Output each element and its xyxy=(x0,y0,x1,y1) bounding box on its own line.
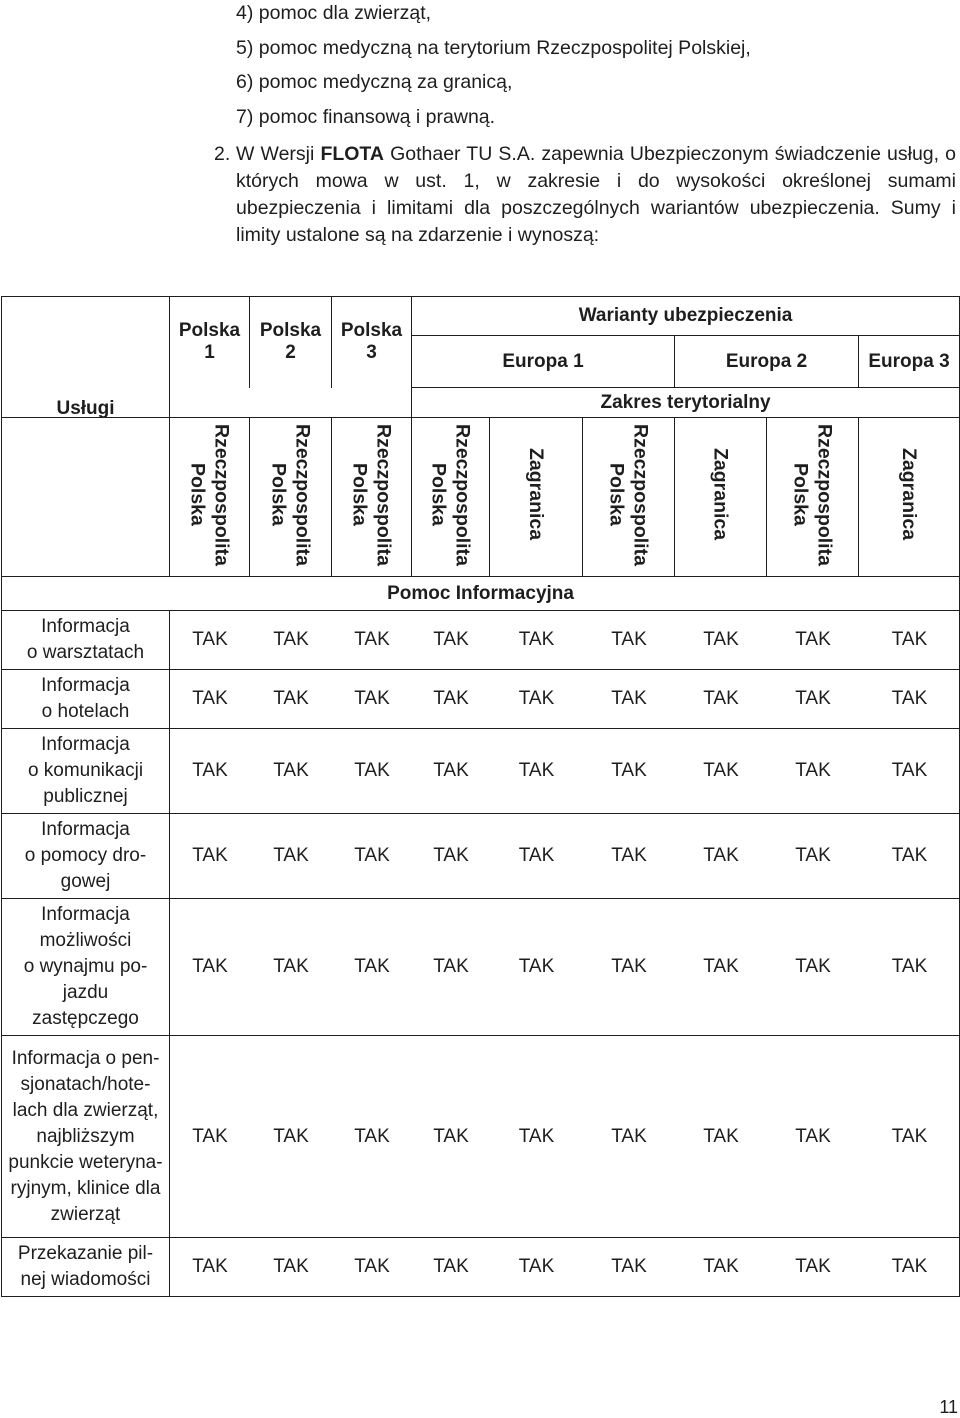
coverage-value: TAK xyxy=(611,760,647,781)
coverage-value: TAK xyxy=(703,1125,739,1147)
coverage-value: TAK xyxy=(891,760,928,781)
coverage-value: TAK xyxy=(611,845,647,866)
table-row xyxy=(2,814,960,899)
coverage-value: TAK xyxy=(192,1256,228,1277)
service-line: Informacja xyxy=(41,819,130,840)
coverage-value: TAK xyxy=(891,956,928,977)
territory-label: Zagranica xyxy=(525,448,547,541)
coverage-value: TAK xyxy=(273,1125,309,1147)
service-line: lach dla zwierząt, xyxy=(12,1099,159,1121)
paragraph-text-b: Gothaer TU S.A. zapewnia Ubezpieczonym świadczenie usług, o których mowa w ust. 1, w zakresie i do wysokości określonej sumami ubezpieczenia i limitami dla poszczególnych wariantów ubezpieczenia. Sumy i limity ustalone są na zdarzenie i wynoszą: xyxy=(236,143,957,246)
coverage-value: TAK xyxy=(273,760,309,781)
service-line: ryjnym, klinice dla xyxy=(10,1177,161,1199)
paragraph-bold: FLOTA xyxy=(320,143,384,165)
europa-2-header: Europa 2 xyxy=(675,336,859,388)
section-pomoc-informacyjna: Pomoc Informacyjna xyxy=(2,577,960,611)
coverage-value: TAK xyxy=(354,629,390,650)
territory-label: Zagranica xyxy=(898,448,921,541)
service-line: o warsztatach xyxy=(26,642,145,663)
territory-label: Polska xyxy=(789,463,812,526)
coverage-value: TAK xyxy=(703,956,739,977)
coverage-value: TAK xyxy=(795,688,831,709)
territory-header xyxy=(170,418,250,577)
coverage-value: TAK xyxy=(433,760,469,781)
paragraph-2 xyxy=(214,141,957,249)
page-number: 11 xyxy=(939,1397,958,1417)
service-line: Przekazanie pil- xyxy=(17,1243,154,1264)
service-line: punkcie weteryna- xyxy=(8,1151,163,1173)
coverage-value: TAK xyxy=(354,1125,390,1147)
service-name xyxy=(2,1036,170,1238)
coverage-value: TAK xyxy=(795,760,831,781)
values-cell xyxy=(170,1238,960,1297)
coverage-value: TAK xyxy=(795,1256,831,1277)
coverage-value: TAK xyxy=(354,845,390,866)
coverage-value: TAK xyxy=(433,1256,469,1277)
service-line: nej wiadomości xyxy=(20,1269,151,1290)
coverage-value: TAK xyxy=(433,956,469,977)
coverage-value: TAK xyxy=(611,956,647,977)
uslugi-label: Usługi xyxy=(56,398,115,419)
coverage-value: TAK xyxy=(192,1125,228,1147)
service-line: jazdu xyxy=(62,982,109,1003)
service-line: zwierząt xyxy=(50,1203,121,1225)
territory-header xyxy=(332,418,412,577)
coverage-value: TAK xyxy=(192,845,228,866)
coverage-value: TAK xyxy=(611,688,647,709)
paragraph-number: 2. xyxy=(214,143,231,165)
coverage-value: TAK xyxy=(703,760,739,781)
list-item-7: 7) pomoc finansową i prawną. xyxy=(236,106,496,128)
coverage-value: TAK xyxy=(192,629,228,650)
territory-header xyxy=(412,418,490,577)
coverage-value: TAK xyxy=(273,629,309,650)
coverage-value: TAK xyxy=(891,688,928,709)
values-cell xyxy=(170,729,960,814)
coverage-value: TAK xyxy=(518,1256,555,1277)
territory-label: Rzeczpospolita xyxy=(210,423,233,566)
coverage-value: TAK xyxy=(611,629,647,650)
territory-header xyxy=(583,418,675,577)
list-item-6: 6) pomoc medyczną za granicą, xyxy=(236,71,513,93)
territory-label: Rzeczpospolita xyxy=(629,423,652,566)
values-cell xyxy=(170,611,960,670)
table-row xyxy=(2,729,960,814)
service-line: Informacja xyxy=(41,675,130,696)
territory-header xyxy=(675,418,767,577)
service-line: najbliższym xyxy=(36,1125,135,1147)
coverage-value: TAK xyxy=(354,1256,390,1277)
coverage-value: TAK xyxy=(192,956,228,977)
service-line: gowej xyxy=(60,871,111,892)
europa-1-header: Europa 1 xyxy=(412,336,675,388)
coverage-value: TAK xyxy=(518,760,555,781)
variant-header-1: Polska 1 xyxy=(170,297,250,388)
coverage-value: TAK xyxy=(795,1125,831,1147)
coverage-value: TAK xyxy=(354,688,390,709)
uslugi-cell xyxy=(2,398,170,577)
territory-label: Polska xyxy=(605,463,628,526)
service-name xyxy=(2,611,170,670)
coverage-value: TAK xyxy=(891,1125,928,1147)
paragraph-text-a: W Wersji xyxy=(236,143,321,165)
values-cell xyxy=(170,1036,960,1238)
coverage-value: TAK xyxy=(891,629,928,650)
territory-label: Rzeczpospolita xyxy=(451,423,474,566)
service-name xyxy=(2,1238,170,1297)
coverage-value: TAK xyxy=(703,845,739,866)
coverage-value: TAK xyxy=(891,1256,928,1277)
coverage-value: TAK xyxy=(795,629,831,650)
territory-label: Polska xyxy=(427,463,450,526)
territory-label: Rzeczpospolita xyxy=(813,423,836,566)
territory-label: Zagranica xyxy=(709,448,732,541)
coverage-value: TAK xyxy=(518,629,555,650)
service-line: o hotelach xyxy=(41,701,130,722)
service-name xyxy=(2,729,170,814)
coverage-value: TAK xyxy=(703,629,739,650)
variants-spacer xyxy=(170,388,412,418)
coverage-value: TAK xyxy=(354,760,390,781)
coverage-value: TAK xyxy=(192,688,228,709)
service-name xyxy=(2,670,170,729)
territory-header xyxy=(859,418,960,577)
coverage-value: TAK xyxy=(703,688,739,709)
territory-label: Rzeczpospolita xyxy=(372,423,395,566)
service-line: możliwości xyxy=(39,930,132,951)
variant-header-2: Polska 2 xyxy=(250,297,332,388)
service-line: sjonatach/hote- xyxy=(20,1073,151,1095)
table-row xyxy=(2,611,960,670)
coverage-value: TAK xyxy=(433,629,469,650)
territory-label: Polska xyxy=(186,463,209,526)
values-cell xyxy=(170,899,960,1036)
coverage-value: TAK xyxy=(273,1256,309,1277)
coverage-value: TAK xyxy=(433,1125,469,1147)
service-line: o komunikacji xyxy=(27,760,144,781)
warianty-header: Warianty ubezpieczenia xyxy=(412,297,960,336)
values-cell xyxy=(170,814,960,899)
coverage-table xyxy=(1,296,960,1297)
zakres-header: Zakres terytorialny xyxy=(412,388,960,418)
territory-label: Rzeczpospolita xyxy=(291,423,314,566)
variant-header-3: Polska 3 xyxy=(332,297,412,388)
values-cell xyxy=(170,670,960,729)
service-name xyxy=(2,814,170,899)
coverage-value: TAK xyxy=(795,956,831,977)
service-line: publicznej xyxy=(43,786,128,807)
coverage-value: TAK xyxy=(703,1256,739,1277)
territory-header xyxy=(250,418,332,577)
service-line: Informacja xyxy=(41,616,130,637)
coverage-value: TAK xyxy=(273,845,309,866)
coverage-value: TAK xyxy=(795,845,831,866)
territory-header xyxy=(490,418,583,577)
coverage-value: TAK xyxy=(611,1125,647,1147)
coverage-value: TAK xyxy=(518,845,555,866)
list-item-5: 5) pomoc medyczną na terytorium Rzeczpospolitej Polskiej, xyxy=(236,37,751,59)
service-line: o pomocy dro- xyxy=(24,845,147,866)
service-line: Informacja xyxy=(41,904,130,925)
territory-header xyxy=(767,418,859,577)
table-row xyxy=(2,670,960,729)
territory-label: Polska xyxy=(267,463,290,526)
table-row xyxy=(2,1238,960,1297)
coverage-value: TAK xyxy=(891,845,928,866)
coverage-value: TAK xyxy=(273,956,309,977)
territory-label: Polska xyxy=(348,463,371,526)
coverage-value: TAK xyxy=(433,688,469,709)
coverage-value: TAK xyxy=(518,688,555,709)
coverage-value: TAK xyxy=(611,1256,647,1277)
service-line: Informacja o pen- xyxy=(11,1047,160,1069)
coverage-value: TAK xyxy=(518,1125,555,1147)
europa-3-header: Europa 3 xyxy=(859,336,960,388)
coverage-value: TAK xyxy=(273,688,309,709)
service-line: o wynajmu po- xyxy=(23,956,148,977)
list-item-4: 4) pomoc dla zwierząt, xyxy=(236,2,432,24)
table-row xyxy=(2,1036,960,1238)
coverage-value: TAK xyxy=(518,956,555,977)
service-name xyxy=(2,899,170,1036)
table-row xyxy=(2,899,960,1036)
service-line: zastępczego xyxy=(32,1008,139,1029)
coverage-value: TAK xyxy=(192,760,228,781)
coverage-value: TAK xyxy=(354,956,390,977)
service-line: Informacja xyxy=(41,734,130,755)
coverage-value: TAK xyxy=(433,845,469,866)
